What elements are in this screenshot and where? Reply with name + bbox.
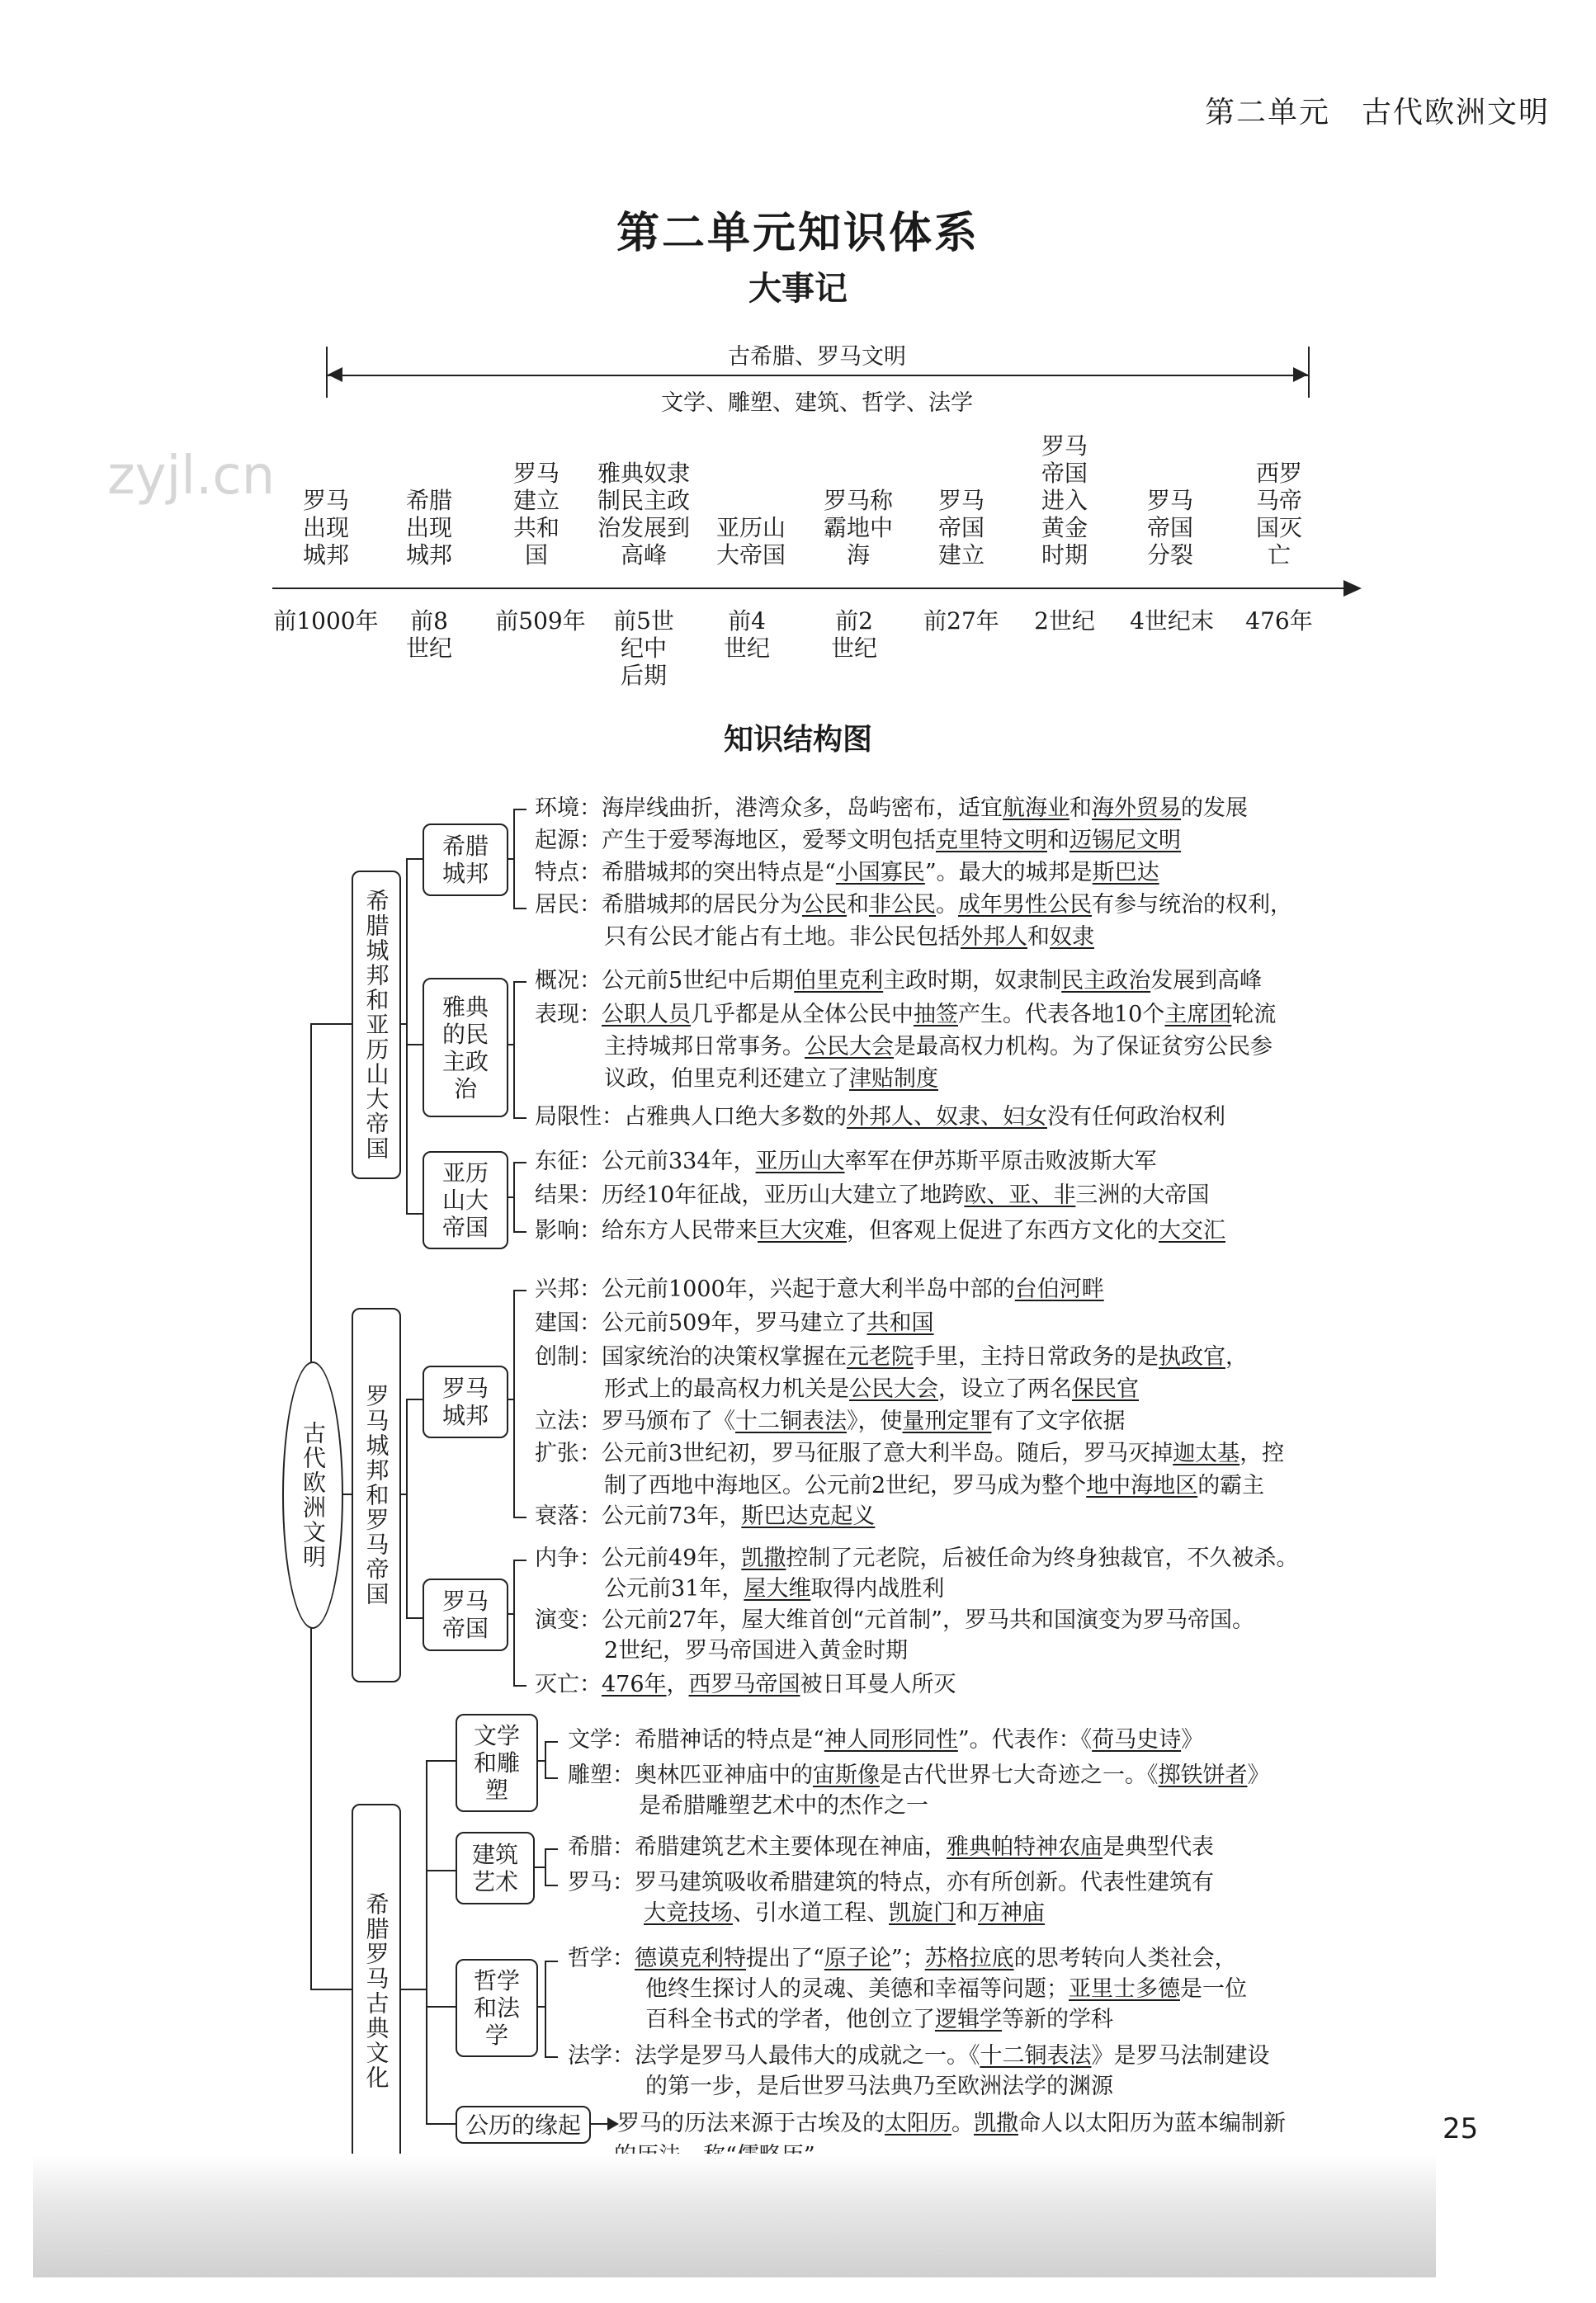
page-edge-shadow	[33, 2154, 1436, 2277]
timeline-year: 4世纪末	[1130, 607, 1214, 635]
line-rome-expansion-cont: 制了西地中海地区。公元前2世纪，罗马成为整个地中海地区的霸主	[604, 1473, 1265, 1498]
node-classical-culture	[352, 1804, 401, 2178]
root-label: 古代欧洲文明	[300, 1421, 327, 1569]
line-rome-institutions-cont: 形式上的最高权力机关是公民大会，设立了两名保民官	[604, 1376, 1139, 1402]
page-title: 第二单元知识体系	[616, 208, 980, 258]
line-philosophy-cont2: 百科全书式的学者，他创立了逻辑学等新的学科	[645, 2007, 1113, 2032]
line-calendar: 罗马的历法来源于古埃及的太阳历。凯撒命人以太阳历为蓝本编制新	[617, 2111, 1286, 2136]
line-alexander-result: 结果：历经10年征战，亚历山大建立了地跨欧、亚、非三洲的大帝国	[535, 1182, 1210, 1208]
node-architecture: 建筑 艺术	[456, 1832, 535, 1904]
timeline-heading: 大事记	[748, 270, 848, 308]
timeline-axis	[272, 588, 1345, 589]
line-greek-residents-cont: 只有公民才能占有土地。非公民包括外邦人和奴隶	[604, 924, 1094, 950]
timeline-culture-label: 文学、雕塑、建筑、哲学、法学	[661, 390, 973, 416]
timeline-year: 前5世 纪中 后期	[613, 607, 674, 689]
line-athens-expression: 表现：公职人员几乎都是从全体公民中抽签产生。代表各地10个主席团轮流	[535, 1002, 1277, 1027]
timeline-year: 476年	[1245, 607, 1313, 635]
line-sculpture-cont: 是希腊雕塑艺术中的杰作之一	[639, 1793, 928, 1819]
line-athens-expression-cont2: 议政，伯里克利还建立了津贴制度	[604, 1066, 938, 1092]
line-philosophy: 哲学：德谟克利特提出了“原子论”；苏格拉底的思考转向人类社会，	[568, 1946, 1237, 1971]
line-greek-residents: 居民：希腊城邦的居民分为公民和非公民。成年男性公民有参与统治的权利，	[535, 892, 1292, 918]
timeline-era-label: 古希腊、罗马文明	[728, 344, 906, 370]
line-rome-institutions: 创制：国家统治的决策权掌握在元老院手里，主持日常政务的是执政官，	[535, 1344, 1248, 1370]
line-athens-expression-cont: 主持城邦日常事务。公民大会是最高权力机构。为了保证贫穷公民参	[604, 1034, 1273, 1059]
line-law: 法学：法学是罗马人最伟大的成就之一。《十二铜表法》是罗马法制建设	[568, 2043, 1270, 2069]
unit-header: 第二单元 古代欧洲文明	[1205, 96, 1551, 130]
node-rome-empire: 罗马 帝国	[423, 1579, 508, 1651]
timeline-event: 希腊 出现 城邦	[405, 487, 452, 569]
timeline-year: 前509年	[495, 607, 586, 635]
line-empire-civil-war-cont: 公元前31年，屋大维取得内战胜利	[604, 1576, 945, 1602]
node-label: 罗马城邦和罗马帝国	[362, 1384, 390, 1607]
timeline-year: 前1000年	[273, 607, 379, 635]
line-empire-civil-war: 内争：公元前49年，凯撒控制了元老院，后被任命为终身独裁官，不久被杀。	[535, 1546, 1299, 1571]
line-empire-golden-age: 2世纪，罗马帝国进入黄金时期	[604, 1638, 909, 1664]
node-athens-democracy: 雅典 的民 主政 治	[423, 978, 508, 1117]
timeline-year: 前4 世纪	[723, 607, 770, 662]
timeline-event: 罗马 帝国 建立	[937, 487, 985, 569]
node-greek-city: 希腊 城邦	[423, 824, 508, 896]
timeline-event: 亚历山 大帝国	[715, 514, 786, 569]
node-calendar-origin: 公历的缘起	[456, 2106, 591, 2144]
line-rome-founding: 兴邦：公元前1000年，兴起于意大利半岛中部的台伯河畔	[535, 1277, 1104, 1302]
line-rome-expansion: 扩张：公元前3世纪初，罗马征服了意大利半岛。随后，罗马灭掉迦太基，控	[535, 1441, 1285, 1466]
watermark: zyjl.cn	[107, 446, 276, 507]
timeline-event: 罗马 建立 共和 国	[512, 460, 560, 569]
page-number: 25	[1443, 2112, 1479, 2145]
line-greek-feature: 特点：希腊城邦的突出特点是“小国寡民”。最大的城邦是斯巴达	[535, 860, 1159, 885]
timeline-event: 雅典奴隶 制民主政 治发展到 高峰	[597, 460, 690, 569]
timeline-year: 前8 世纪	[405, 607, 452, 662]
node-literature-sculpture: 文学 和雕 塑	[456, 1714, 538, 1812]
node-label: 希腊罗马古典文化	[362, 1892, 390, 2090]
timeline-arrow-icon	[1343, 580, 1362, 597]
node-rome-city: 罗马 城邦	[423, 1366, 508, 1438]
timeline-year: 2世纪	[1034, 607, 1095, 635]
timeline-year: 前2 世纪	[830, 607, 877, 662]
line-rome-legislation: 立法：罗马颁布了《十二铜表法》，使量刑定罪有了文字依据	[535, 1409, 1126, 1434]
line-athens-limitation: 局限性：占雅典人口绝大多数的外邦人、奴隶、妇女没有任何政治权利	[535, 1104, 1225, 1130]
line-greek-origin: 起源：产生于爱琴海地区，爱琴文明包括克里特文明和迈锡尼文明	[535, 828, 1181, 853]
node-philosophy-law: 哲学 和法 学	[456, 1959, 538, 2057]
line-literature: 文学：希腊神话的特点是“神人同形同性”。代表作：《荷马史诗》	[568, 1727, 1204, 1753]
line-law-cont: 的第一步，是后世罗马法典乃至欧洲法学的渊源	[645, 2074, 1113, 2099]
line-arch-rome: 罗马：罗马建筑吸收希腊建筑的特点，亦有所创新。代表性建筑有	[568, 1870, 1214, 1895]
line-sculpture: 雕塑：奥林匹亚神庙中的宙斯像是古代世界七大奇迹之一。《掷铁饼者》	[568, 1763, 1270, 1788]
node-rome	[352, 1308, 401, 1682]
node-greece-alexander	[352, 871, 401, 1179]
line-empire-evolution: 演变：公元前27年，屋大维首创“元首制”，罗马共和国演变为罗马帝国。	[535, 1607, 1254, 1633]
timeline-year: 前27年	[923, 607, 999, 635]
node-label: 希腊城邦和亚历山大帝国	[362, 889, 390, 1161]
timeline-event: 西罗 马帝 国灭 亡	[1255, 460, 1302, 569]
line-rome-republic: 建国：公元前509年，罗马建立了共和国	[535, 1310, 934, 1336]
structure-heading: 知识结构图	[723, 723, 872, 757]
line-athens-overview: 概况：公元前5世纪中后期伯里克利主政时期，奴隶制民主政治发展到高峰	[535, 968, 1263, 993]
line-rome-decline: 衰落：公元前73年，斯巴达克起义	[535, 1503, 876, 1529]
line-philosophy-cont: 他终生探讨人的灵魂、美德和幸福等问题；亚里士多德是一位	[645, 1976, 1247, 2002]
root-node	[282, 1362, 343, 1629]
node-alexander-empire: 亚历 山大 帝国	[423, 1151, 508, 1249]
line-alexander-expedition: 东征：公元前334年，亚历山大率军在伊苏斯平原击败波斯大军	[535, 1149, 1157, 1174]
timeline-event: 罗马称 霸地中 海	[823, 487, 893, 569]
line-arch-rome-cont: 大竞技场、引水道工程、凯旋门和万神庙	[644, 1900, 1045, 1926]
timeline-event: 罗马 出现 城邦	[302, 487, 349, 569]
line-empire-fall: 灭亡：476年，西罗马帝国被日耳曼人所灭	[535, 1672, 956, 1697]
line-arch-greece: 希腊：希腊建筑艺术主要体现在神庙，雅典帕特神农庙是典型代表	[568, 1834, 1214, 1860]
timeline-event: 罗马 帝国 分裂	[1146, 487, 1193, 569]
timeline-event: 罗马 帝国 进入 黄金 时期	[1041, 432, 1088, 569]
line-alexander-impact: 影响：给东方人民带来巨大灾难，但客观上促进了东西方文化的大交汇	[535, 1218, 1225, 1244]
line-greek-environment: 环境：海岸线曲折，港湾众多，岛屿密布，适宜航海业和海外贸易的发展	[535, 795, 1248, 821]
